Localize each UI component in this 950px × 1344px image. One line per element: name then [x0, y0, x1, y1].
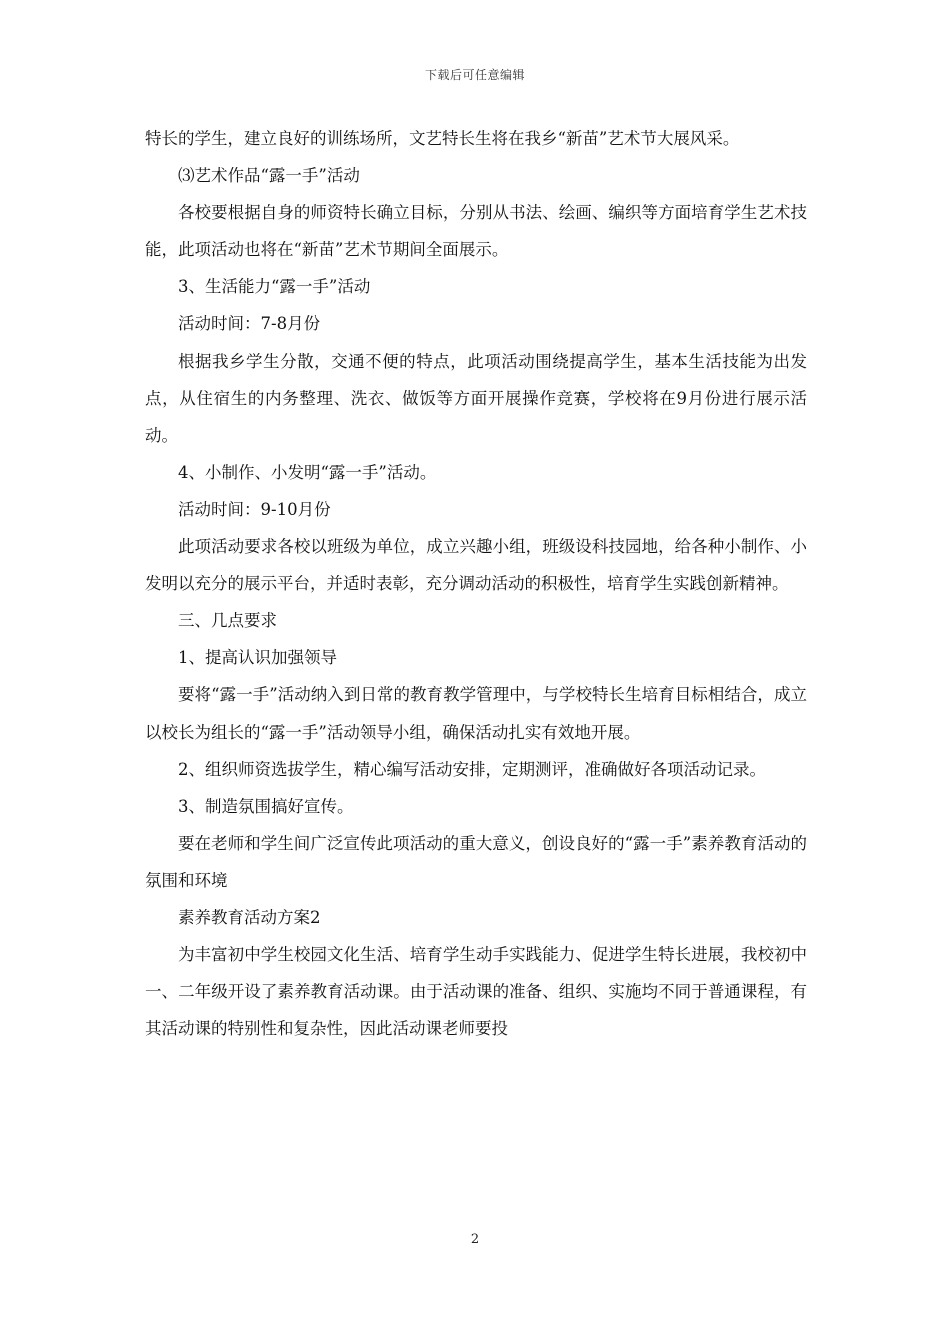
paragraph: 活动时间：7-8月份	[178, 314, 321, 334]
section-heading: 1、提高认识加强领导	[178, 648, 337, 668]
paragraph: 活动时间：9-10月份	[178, 499, 331, 519]
paragraph: 此项活动要求各校以班级为单位，成立兴趣小组，班级设科技园地，给各种小制作、小发明以充分的展示平台，并适时表彰，充分调动活动的积极性，培育学生实践创新精神。	[145, 537, 807, 594]
paragraph: 特长的学生，建立良好的训练场所，文艺特长生将在我乡“新苗”艺术节大展风采。	[145, 129, 740, 148]
section-heading: 三、几点要求	[178, 611, 277, 631]
page-header: 下载后可任意编辑	[424, 68, 525, 82]
section-heading: 4、小制作、小发明“露一手”活动。	[178, 462, 437, 482]
document-body	[145, 120, 807, 1047]
paragraph: 为丰富初中学生校园文化生活、培育学生动手实践能力、促进学生特长进展，我校初中一、二年级开设了素养教育活动课。由于活动课的准备、组织、实施均不同于普通课程，有其活动课的特别性和复杂性，因此活动课老师要投	[145, 945, 807, 1039]
page-number: 2	[470, 1232, 480, 1247]
paragraph: 根据我乡学生分散，交通不便的特点，此项活动围绕提高学生，基本生活技能为出发点，从住宿生的内务整理、洗衣、做饭等方面开展操作竞赛，学校将在9月份进行展示活动。	[145, 351, 807, 445]
paragraph: 各校要根据自身的师资特长确立目标，分别从书法、绘画、编织等方面培育学生艺术技能，此项活动也将在“新苗”艺术节期间全面展示。	[145, 203, 807, 260]
paragraph: 要将“露一手”活动纳入到日常的教育教学管理中，与学校特长生培育目标相结合，成立以校长为组长的“露一手”活动领导小组，确保活动扎实有效地开展。	[145, 685, 807, 742]
section-heading: 素养教育活动方案2	[178, 907, 321, 927]
paragraph: 3、制造氛围搞好宣传。	[178, 796, 354, 816]
section-heading: 3、生活能力“露一手”活动	[178, 277, 371, 297]
paragraph: ⑶艺术作品“露一手”活动	[178, 166, 360, 186]
paragraph: 2、组织师资选拔学生，精心编写活动安排，定期测评，准确做好各项活动记录。	[178, 759, 766, 779]
paragraph: 要在老师和学生间广泛宣传此项活动的重大意义，创设良好的“露一手”素养教育活动的氛围和环境	[145, 833, 807, 890]
